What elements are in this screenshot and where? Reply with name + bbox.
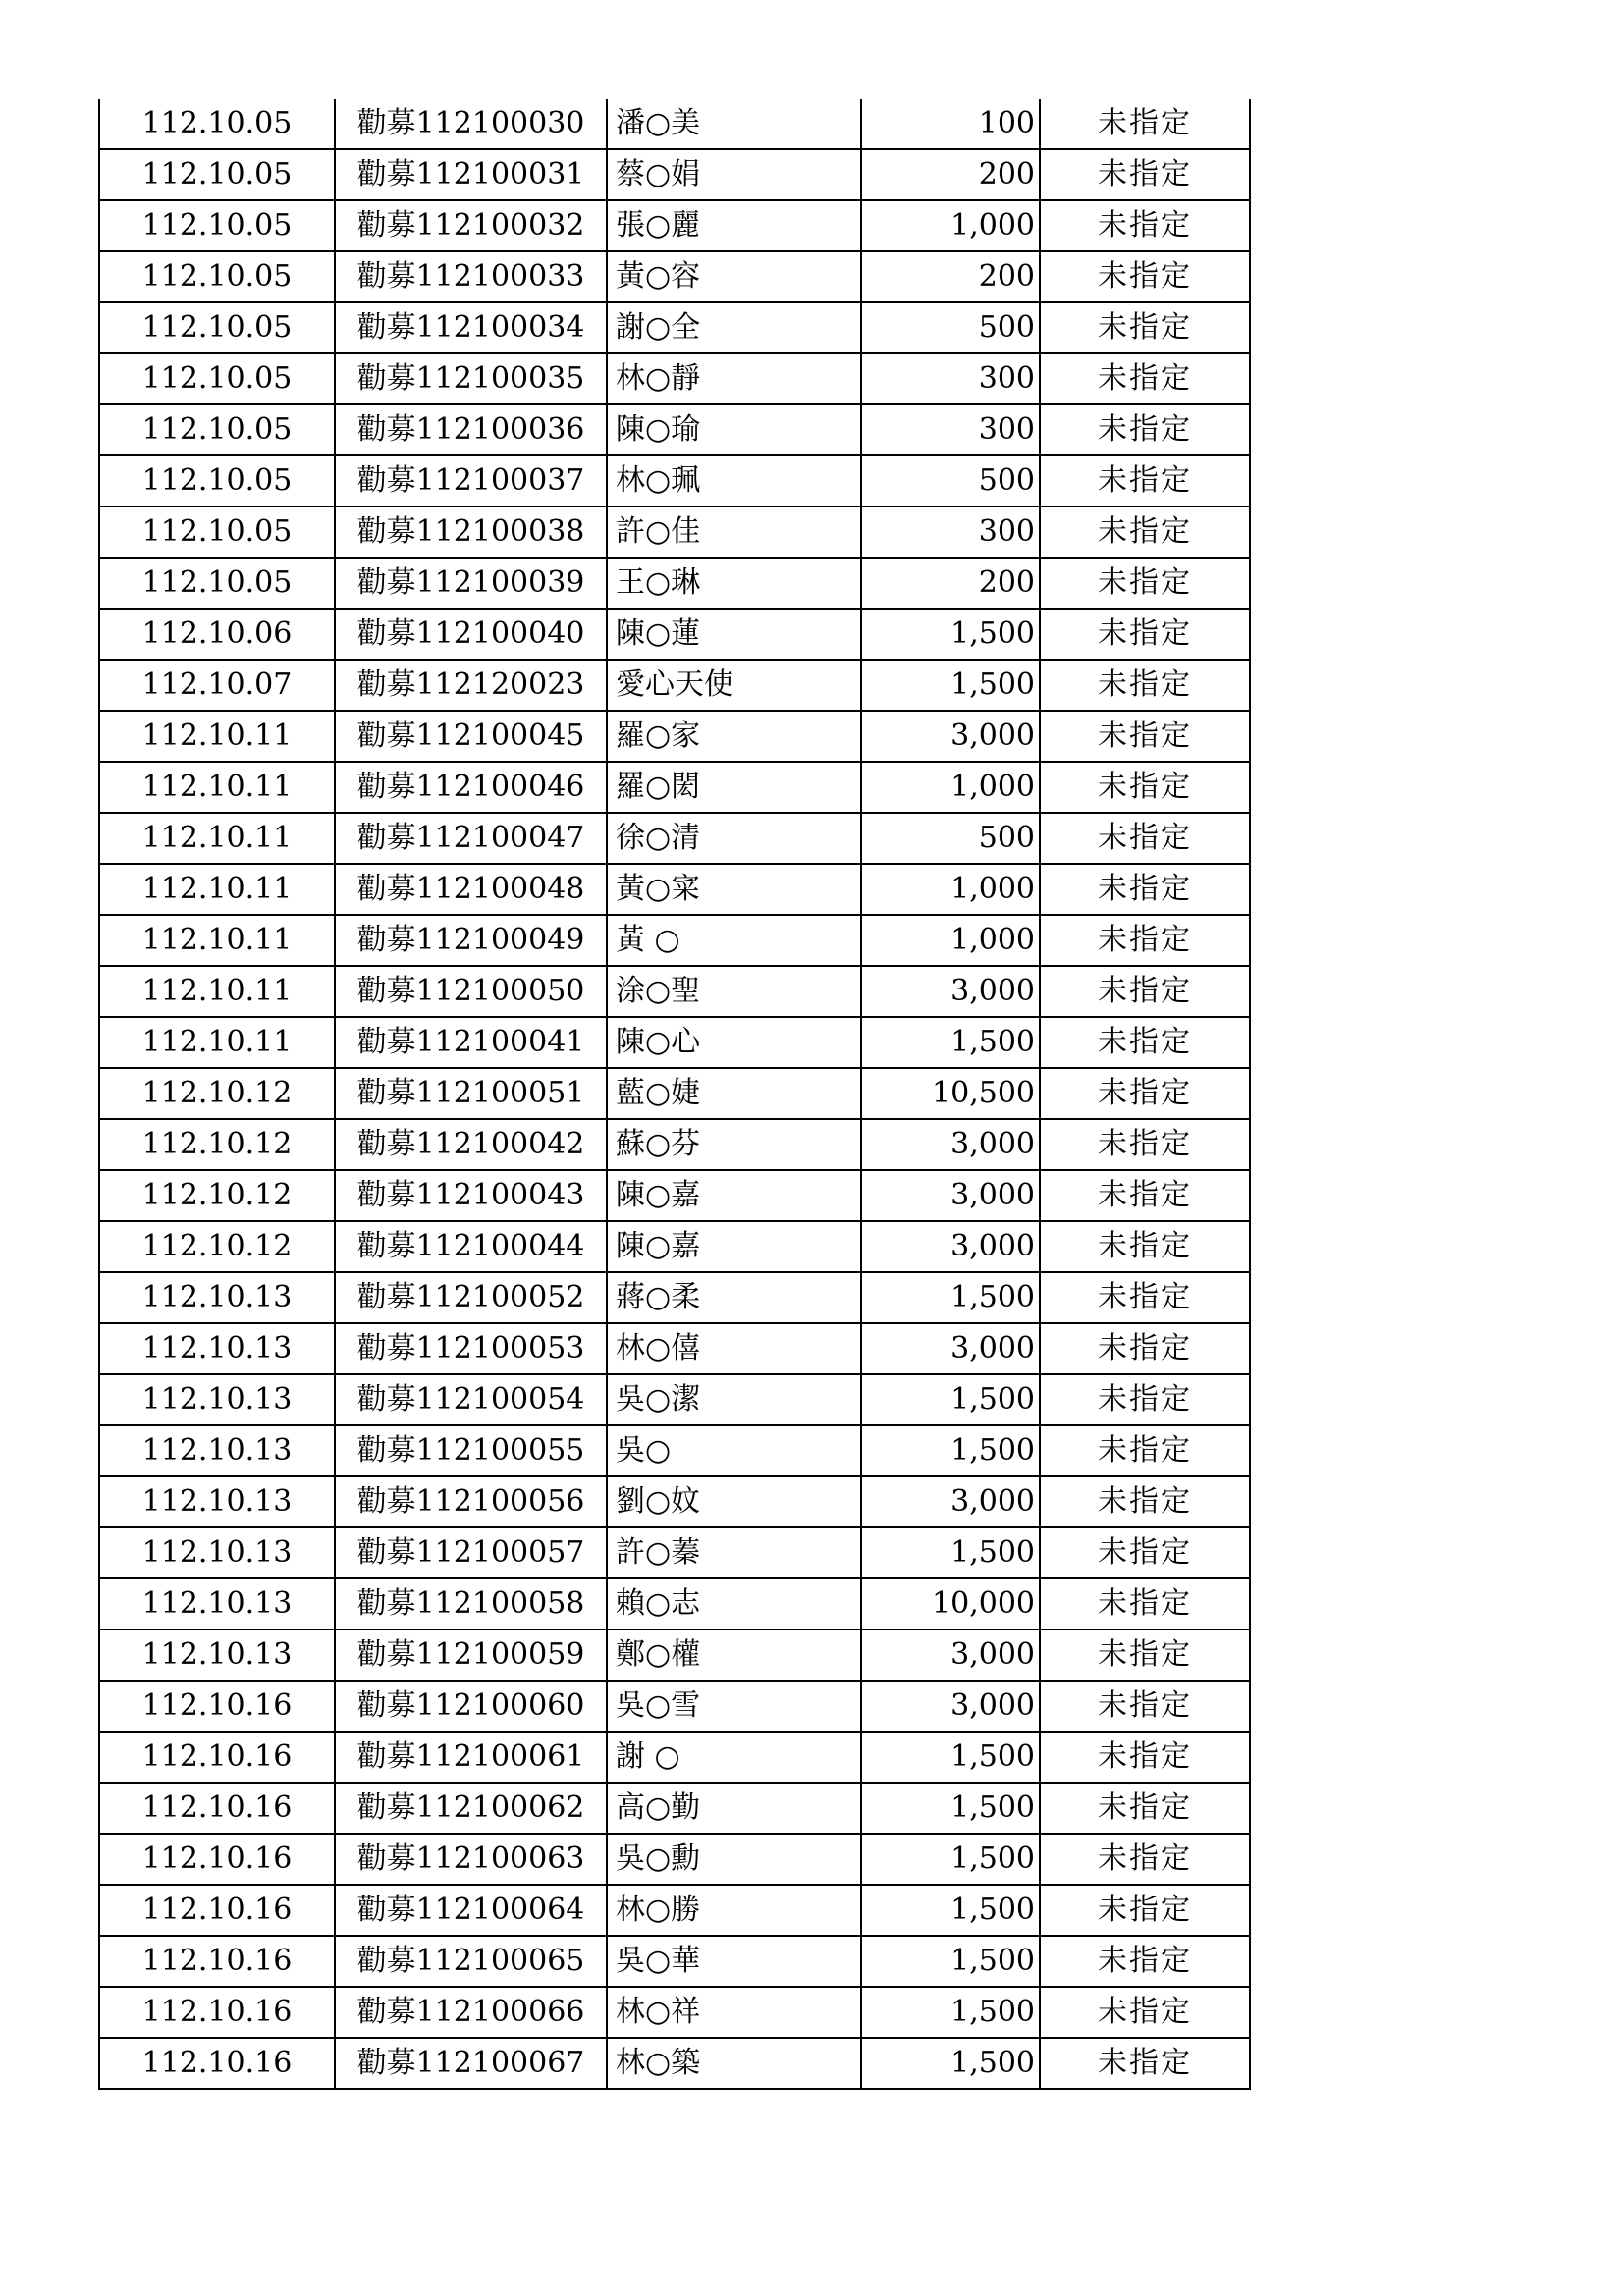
donor-name-cell: 蘇○芬 (607, 1119, 861, 1170)
donor-name-cell: 劉○妏 (607, 1476, 861, 1527)
donor-name-cell: 吳○雪 (607, 1681, 861, 1732)
receipt-number-cell: 勸募112100055 (335, 1425, 607, 1476)
donor-name-cell: 鄭○權 (607, 1629, 861, 1681)
receipt-number-cell: 勸募112100066 (335, 1987, 607, 2038)
receipt-number-cell: 勸募112100060 (335, 1681, 607, 1732)
table-row (99, 711, 1250, 762)
donation-amount-cell: 3,000 (861, 1629, 1040, 1681)
donation-amount-cell: 3,000 (861, 1119, 1040, 1170)
table-row (99, 762, 1250, 813)
donation-amount-cell: 1,500 (861, 1987, 1040, 2038)
table-row (99, 99, 1250, 149)
table-row (99, 660, 1250, 711)
donation-date-cell: 112.10.13 (99, 1272, 335, 1323)
donor-name-cell: 蔡○娟 (607, 149, 861, 200)
table-row (99, 1068, 1250, 1119)
donation-purpose-cell: 未指定 (1040, 711, 1250, 762)
donor-name-cell: 羅○閎 (607, 762, 861, 813)
table-row (99, 1578, 1250, 1629)
donor-name-cell: 林○築 (607, 2038, 861, 2089)
table-row (99, 507, 1250, 558)
donation-purpose-cell: 未指定 (1040, 251, 1250, 302)
donation-amount-cell: 1,000 (861, 915, 1040, 966)
donation-date-cell: 112.10.05 (99, 302, 335, 353)
donation-purpose-cell: 未指定 (1040, 660, 1250, 711)
donation-amount-cell: 300 (861, 353, 1040, 404)
receipt-number-cell: 勸募112100033 (335, 251, 607, 302)
donation-date-cell: 112.10.05 (99, 353, 335, 404)
donation-amount-cell: 1,000 (861, 762, 1040, 813)
donation-amount-cell: 1,500 (861, 1017, 1040, 1068)
receipt-number-cell: 勸募112100056 (335, 1476, 607, 1527)
donation-purpose-cell: 未指定 (1040, 1834, 1250, 1885)
donation-date-cell: 112.10.12 (99, 1221, 335, 1272)
donor-name-cell: 陳○心 (607, 1017, 861, 1068)
donation-date-cell: 112.10.16 (99, 2038, 335, 2089)
receipt-number-cell: 勸募112120023 (335, 660, 607, 711)
donation-amount-cell: 1,500 (861, 2038, 1040, 2089)
donation-purpose-cell: 未指定 (1040, 1987, 1250, 2038)
table-row (99, 1374, 1250, 1425)
donation-purpose-cell: 未指定 (1040, 1374, 1250, 1425)
receipt-number-cell: 勸募112100051 (335, 1068, 607, 1119)
donation-purpose-cell: 未指定 (1040, 864, 1250, 915)
donor-name-cell: 林○僖 (607, 1323, 861, 1374)
receipt-number-cell: 勸募112100036 (335, 404, 607, 455)
receipt-number-cell: 勸募112100065 (335, 1936, 607, 1987)
donation-date-cell: 112.10.13 (99, 1425, 335, 1476)
table-row (99, 404, 1250, 455)
donation-purpose-cell: 未指定 (1040, 609, 1250, 660)
receipt-number-cell: 勸募112100061 (335, 1732, 607, 1783)
donor-name-cell: 黃○寀 (607, 864, 861, 915)
donation-amount-cell: 1,500 (861, 1783, 1040, 1834)
donation-date-cell: 112.10.12 (99, 1068, 335, 1119)
donation-amount-cell: 1,500 (861, 1527, 1040, 1578)
table-row (99, 1834, 1250, 1885)
receipt-number-cell: 勸募112100050 (335, 966, 607, 1017)
receipt-number-cell: 勸募112100067 (335, 2038, 607, 2089)
donation-amount-cell: 200 (861, 558, 1040, 609)
donor-name-cell: 黃○容 (607, 251, 861, 302)
donation-purpose-cell: 未指定 (1040, 1068, 1250, 1119)
donation-amount-cell: 300 (861, 404, 1040, 455)
donor-name-cell: 林○勝 (607, 1885, 861, 1936)
table-row (99, 813, 1250, 864)
donation-date-cell: 112.10.16 (99, 1834, 335, 1885)
donation-amount-cell: 200 (861, 251, 1040, 302)
receipt-number-cell: 勸募112100039 (335, 558, 607, 609)
donation-amount-cell: 1,500 (861, 660, 1040, 711)
table-row (99, 302, 1250, 353)
donation-date-cell: 112.10.16 (99, 1987, 335, 2038)
donor-name-cell: 林○靜 (607, 353, 861, 404)
table-row (99, 1272, 1250, 1323)
receipt-number-cell: 勸募112100053 (335, 1323, 607, 1374)
donation-date-cell: 112.10.11 (99, 1017, 335, 1068)
donor-name-cell: 潘○美 (607, 99, 861, 149)
donation-date-cell: 112.10.13 (99, 1374, 335, 1425)
donor-name-cell: 藍○婕 (607, 1068, 861, 1119)
donation-amount-cell: 1,500 (861, 609, 1040, 660)
receipt-number-cell: 勸募112100037 (335, 455, 607, 507)
table-row (99, 200, 1250, 251)
donation-purpose-cell: 未指定 (1040, 507, 1250, 558)
receipt-number-cell: 勸募112100047 (335, 813, 607, 864)
donation-purpose-cell: 未指定 (1040, 558, 1250, 609)
donation-date-cell: 112.10.05 (99, 200, 335, 251)
donation-amount-cell: 3,000 (861, 1476, 1040, 1527)
donor-name-cell: 陳○嘉 (607, 1170, 861, 1221)
receipt-number-cell: 勸募112100062 (335, 1783, 607, 1834)
receipt-number-cell: 勸募112100064 (335, 1885, 607, 1936)
donation-date-cell: 112.10.11 (99, 966, 335, 1017)
table-row (99, 1170, 1250, 1221)
donation-purpose-cell: 未指定 (1040, 200, 1250, 251)
table-row (99, 1017, 1250, 1068)
donation-purpose-cell: 未指定 (1040, 455, 1250, 507)
receipt-number-cell: 勸募112100041 (335, 1017, 607, 1068)
table-row (99, 1119, 1250, 1170)
donation-purpose-cell: 未指定 (1040, 966, 1250, 1017)
donor-name-cell: 賴○志 (607, 1578, 861, 1629)
donor-name-cell: 愛心天使 (607, 660, 861, 711)
donation-amount-cell: 300 (861, 507, 1040, 558)
donor-name-cell: 許○佳 (607, 507, 861, 558)
table-row (99, 1783, 1250, 1834)
donation-date-cell: 112.10.16 (99, 1681, 335, 1732)
donation-purpose-cell: 未指定 (1040, 1323, 1250, 1374)
table-row (99, 1476, 1250, 1527)
donor-name-cell: 蔣○柔 (607, 1272, 861, 1323)
donation-date-cell: 112.10.05 (99, 251, 335, 302)
donor-name-cell: 徐○清 (607, 813, 861, 864)
donor-name-cell: 吳○華 (607, 1936, 861, 1987)
receipt-number-cell: 勸募112100049 (335, 915, 607, 966)
donation-amount-cell: 1,500 (861, 1732, 1040, 1783)
donation-table (98, 99, 1251, 2090)
donation-date-cell: 112.10.13 (99, 1323, 335, 1374)
donation-date-cell: 112.10.11 (99, 864, 335, 915)
donation-date-cell: 112.10.05 (99, 149, 335, 200)
table-row (99, 2038, 1250, 2089)
donor-name-cell: 謝 ○ (607, 1732, 861, 1783)
donation-amount-cell: 1,500 (861, 1834, 1040, 1885)
donation-date-cell: 112.10.05 (99, 404, 335, 455)
receipt-number-cell: 勸募112100032 (335, 200, 607, 251)
table-row (99, 1629, 1250, 1681)
donation-date-cell: 112.10.05 (99, 507, 335, 558)
donation-purpose-cell: 未指定 (1040, 353, 1250, 404)
donation-amount-cell: 100 (861, 99, 1040, 149)
donor-name-cell: 羅○家 (607, 711, 861, 762)
donor-name-cell: 林○祥 (607, 1987, 861, 2038)
donation-amount-cell: 200 (861, 149, 1040, 200)
receipt-number-cell: 勸募112100042 (335, 1119, 607, 1170)
donation-purpose-cell: 未指定 (1040, 2038, 1250, 2089)
donation-date-cell: 112.10.05 (99, 99, 335, 149)
donation-purpose-cell: 未指定 (1040, 1527, 1250, 1578)
table-row (99, 1936, 1250, 1987)
receipt-number-cell: 勸募112100046 (335, 762, 607, 813)
receipt-number-cell: 勸募112100038 (335, 507, 607, 558)
donation-purpose-cell: 未指定 (1040, 762, 1250, 813)
donor-name-cell: 吳○ (607, 1425, 861, 1476)
donor-name-cell: 陳○蓮 (607, 609, 861, 660)
donation-purpose-cell: 未指定 (1040, 1476, 1250, 1527)
donation-purpose-cell: 未指定 (1040, 404, 1250, 455)
donation-amount-cell: 3,000 (861, 1221, 1040, 1272)
table-row (99, 1885, 1250, 1936)
receipt-number-cell: 勸募112100034 (335, 302, 607, 353)
donation-purpose-cell: 未指定 (1040, 1732, 1250, 1783)
donation-purpose-cell: 未指定 (1040, 1783, 1250, 1834)
donation-date-cell: 112.10.12 (99, 1170, 335, 1221)
table-row (99, 455, 1250, 507)
table-row (99, 1323, 1250, 1374)
donation-date-cell: 112.10.16 (99, 1732, 335, 1783)
donation-purpose-cell: 未指定 (1040, 302, 1250, 353)
table-row (99, 1221, 1250, 1272)
donor-name-cell: 謝○全 (607, 302, 861, 353)
donation-date-cell: 112.10.13 (99, 1629, 335, 1681)
donation-date-cell: 112.10.16 (99, 1783, 335, 1834)
donation-date-cell: 112.10.13 (99, 1527, 335, 1578)
donation-date-cell: 112.10.07 (99, 660, 335, 711)
receipt-number-cell: 勸募112100031 (335, 149, 607, 200)
donation-table-body (99, 99, 1250, 2089)
donation-purpose-cell: 未指定 (1040, 1170, 1250, 1221)
receipt-number-cell: 勸募112100043 (335, 1170, 607, 1221)
donation-purpose-cell: 未指定 (1040, 99, 1250, 149)
donation-amount-cell: 500 (861, 302, 1040, 353)
table-row (99, 1527, 1250, 1578)
donation-amount-cell: 1,000 (861, 200, 1040, 251)
donor-name-cell: 高○勤 (607, 1783, 861, 1834)
receipt-number-cell: 勸募112100058 (335, 1578, 607, 1629)
donation-purpose-cell: 未指定 (1040, 1578, 1250, 1629)
receipt-number-cell: 勸募112100054 (335, 1374, 607, 1425)
receipt-number-cell: 勸募112100052 (335, 1272, 607, 1323)
table-row (99, 966, 1250, 1017)
donor-name-cell: 張○麗 (607, 200, 861, 251)
donation-amount-cell: 500 (861, 455, 1040, 507)
table-row (99, 1732, 1250, 1783)
donation-amount-cell: 1,500 (861, 1936, 1040, 1987)
donation-date-cell: 112.10.11 (99, 915, 335, 966)
donor-name-cell: 王○琳 (607, 558, 861, 609)
donation-date-cell: 112.10.13 (99, 1578, 335, 1629)
donor-name-cell: 陳○嘉 (607, 1221, 861, 1272)
donor-name-cell: 許○蓁 (607, 1527, 861, 1578)
donation-purpose-cell: 未指定 (1040, 915, 1250, 966)
donation-purpose-cell: 未指定 (1040, 1885, 1250, 1936)
donation-date-cell: 112.10.12 (99, 1119, 335, 1170)
table-row (99, 353, 1250, 404)
receipt-number-cell: 勸募112100057 (335, 1527, 607, 1578)
donor-name-cell: 吳○潔 (607, 1374, 861, 1425)
donation-purpose-cell: 未指定 (1040, 813, 1250, 864)
table-row (99, 149, 1250, 200)
donation-purpose-cell: 未指定 (1040, 1681, 1250, 1732)
donor-name-cell: 涂○聖 (607, 966, 861, 1017)
donation-date-cell: 112.10.16 (99, 1936, 335, 1987)
receipt-number-cell: 勸募112100035 (335, 353, 607, 404)
table-row (99, 1425, 1250, 1476)
donor-name-cell: 陳○瑜 (607, 404, 861, 455)
table-row (99, 609, 1250, 660)
donation-date-cell: 112.10.11 (99, 762, 335, 813)
receipt-number-cell: 勸募112100045 (335, 711, 607, 762)
donation-purpose-cell: 未指定 (1040, 1936, 1250, 1987)
donation-date-cell: 112.10.11 (99, 711, 335, 762)
table-row (99, 251, 1250, 302)
donor-name-cell: 林○珮 (607, 455, 861, 507)
donation-amount-cell: 1,000 (861, 864, 1040, 915)
donation-amount-cell: 1,500 (861, 1885, 1040, 1936)
donor-name-cell: 黃 ○ (607, 915, 861, 966)
donation-purpose-cell: 未指定 (1040, 1629, 1250, 1681)
donation-date-cell: 112.10.13 (99, 1476, 335, 1527)
donation-purpose-cell: 未指定 (1040, 1425, 1250, 1476)
donor-name-cell: 吳○勳 (607, 1834, 861, 1885)
donation-amount-cell: 1,500 (861, 1425, 1040, 1476)
table-row (99, 864, 1250, 915)
donation-amount-cell: 10,500 (861, 1068, 1040, 1119)
donation-purpose-cell: 未指定 (1040, 1272, 1250, 1323)
receipt-number-cell: 勸募112100030 (335, 99, 607, 149)
donation-amount-cell: 3,000 (861, 1170, 1040, 1221)
donation-date-cell: 112.10.05 (99, 455, 335, 507)
donation-date-cell: 112.10.05 (99, 558, 335, 609)
table-row (99, 915, 1250, 966)
receipt-number-cell: 勸募112100048 (335, 864, 607, 915)
donation-amount-cell: 500 (861, 813, 1040, 864)
donation-purpose-cell: 未指定 (1040, 1017, 1250, 1068)
receipt-number-cell: 勸募112100044 (335, 1221, 607, 1272)
donation-date-cell: 112.10.06 (99, 609, 335, 660)
donation-amount-cell: 3,000 (861, 1323, 1040, 1374)
table-row (99, 558, 1250, 609)
donation-amount-cell: 1,500 (861, 1374, 1040, 1425)
donation-amount-cell: 3,000 (861, 711, 1040, 762)
donation-amount-cell: 1,500 (861, 1272, 1040, 1323)
donation-amount-cell: 10,000 (861, 1578, 1040, 1629)
table-row (99, 1987, 1250, 2038)
receipt-number-cell: 勸募112100040 (335, 609, 607, 660)
donation-amount-cell: 3,000 (861, 1681, 1040, 1732)
donation-amount-cell: 3,000 (861, 966, 1040, 1017)
donation-purpose-cell: 未指定 (1040, 1119, 1250, 1170)
donation-date-cell: 112.10.16 (99, 1885, 335, 1936)
table-row (99, 1681, 1250, 1732)
receipt-number-cell: 勸募112100059 (335, 1629, 607, 1681)
donation-purpose-cell: 未指定 (1040, 1221, 1250, 1272)
donation-date-cell: 112.10.11 (99, 813, 335, 864)
donation-purpose-cell: 未指定 (1040, 149, 1250, 200)
receipt-number-cell: 勸募112100063 (335, 1834, 607, 1885)
